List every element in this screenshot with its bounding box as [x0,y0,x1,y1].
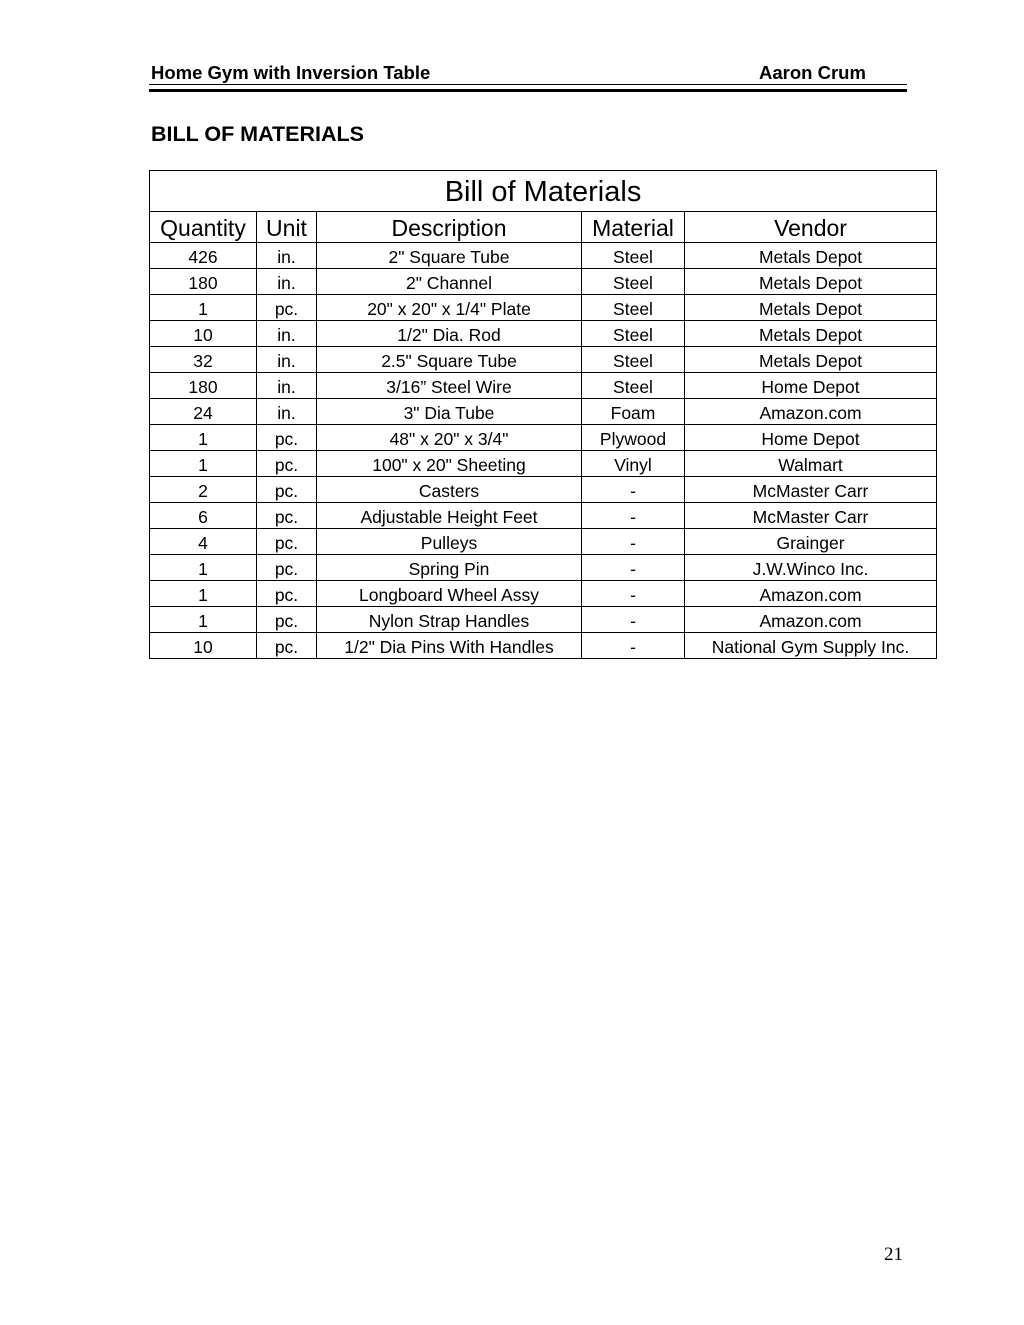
cell-quantity: 1 [150,425,257,451]
cell-material: - [582,477,685,503]
cell-quantity: 1 [150,451,257,477]
cell-quantity: 1 [150,555,257,581]
page-header [149,60,907,94]
cell-description: 20" x 20" x 1/4" Plate [317,295,582,321]
cell-material: - [582,529,685,555]
cell-quantity: 180 [150,269,257,295]
cell-vendor: Home Depot [685,425,937,451]
cell-material: Steel [582,269,685,295]
column-header-unit: Unit [257,212,317,243]
cell-quantity: 426 [150,243,257,269]
column-header-description: Description [317,212,582,243]
cell-quantity: 2 [150,477,257,503]
document-title: Home Gym with Inversion Table [151,62,431,83]
cell-unit: in. [257,399,317,425]
cell-description: Pulleys [317,529,582,555]
cell-material: Steel [582,295,685,321]
cell-unit: pc. [257,503,317,529]
cell-vendor: Metals Depot [685,321,937,347]
cell-quantity: 4 [150,529,257,555]
cell-vendor: Metals Depot [685,269,937,295]
cell-unit: in. [257,321,317,347]
cell-unit: pc. [257,633,317,659]
cell-vendor: Metals Depot [685,243,937,269]
table-row [150,347,937,373]
cell-quantity: 180 [150,373,257,399]
cell-unit: pc. [257,477,317,503]
page-number: 21 [884,1244,903,1265]
bill-of-materials-table [149,170,937,659]
column-header-material: Material [582,212,685,243]
cell-description: 2" Channel [317,269,582,295]
table-row [150,425,937,451]
cell-material: Steel [582,347,685,373]
cell-description: 3/16” Steel Wire [317,373,582,399]
table-row [150,295,937,321]
table-row [150,529,937,555]
header-rule-thin [149,84,907,85]
table-title: Bill of Materials [150,171,937,212]
table-title-row [150,171,937,212]
cell-unit: in. [257,373,317,399]
cell-vendor: Metals Depot [685,347,937,373]
cell-vendor: Home Depot [685,373,937,399]
table-row [150,607,937,633]
cell-unit: pc. [257,529,317,555]
cell-vendor: J.W.Winco Inc. [685,555,937,581]
cell-material: Steel [582,321,685,347]
table-row [150,451,937,477]
cell-quantity: 24 [150,399,257,425]
cell-description: Longboard Wheel Assy [317,581,582,607]
cell-material: - [582,607,685,633]
cell-material: - [582,581,685,607]
cell-quantity: 1 [150,581,257,607]
section-heading: BILL OF MATERIALS [151,122,364,146]
cell-vendor: Amazon.com [685,399,937,425]
table-row [150,399,937,425]
cell-unit: pc. [257,425,317,451]
cell-description: 100" x 20" Sheeting [317,451,582,477]
cell-description: Adjustable Height Feet [317,503,582,529]
cell-unit: pc. [257,581,317,607]
table-body [150,171,937,659]
table-row [150,243,937,269]
cell-unit: pc. [257,451,317,477]
table-row [150,555,937,581]
table-header-row [150,212,937,243]
cell-description: 1/2" Dia. Rod [317,321,582,347]
cell-description: 1/2" Dia Pins With Handles [317,633,582,659]
column-header-quantity: Quantity [150,212,257,243]
cell-unit: in. [257,269,317,295]
cell-vendor: National Gym Supply Inc. [685,633,937,659]
cell-description: 2.5" Square Tube [317,347,582,373]
cell-unit: in. [257,243,317,269]
table-row [150,477,937,503]
cell-vendor: Amazon.com [685,607,937,633]
table-row [150,581,937,607]
cell-quantity: 6 [150,503,257,529]
cell-unit: in. [257,347,317,373]
cell-material: - [582,555,685,581]
cell-description: Nylon Strap Handles [317,607,582,633]
cell-vendor: McMaster Carr [685,503,937,529]
cell-quantity: 1 [150,607,257,633]
cell-quantity: 10 [150,633,257,659]
cell-material: - [582,633,685,659]
cell-vendor: McMaster Carr [685,477,937,503]
cell-vendor: Walmart [685,451,937,477]
cell-description: 3" Dia Tube [317,399,582,425]
cell-unit: pc. [257,295,317,321]
table-row [150,373,937,399]
cell-vendor: Amazon.com [685,581,937,607]
cell-description: Casters [317,477,582,503]
cell-quantity: 10 [150,321,257,347]
cell-description: Spring Pin [317,555,582,581]
column-header-vendor: Vendor [685,212,937,243]
header-rule-thick [149,89,907,92]
table-row [150,633,937,659]
cell-description: 2" Square Tube [317,243,582,269]
cell-material: Plywood [582,425,685,451]
cell-description: 48" x 20" x 3/4" [317,425,582,451]
cell-unit: pc. [257,607,317,633]
cell-material: - [582,503,685,529]
cell-vendor: Metals Depot [685,295,937,321]
table-row [150,269,937,295]
cell-vendor: Grainger [685,529,937,555]
cell-quantity: 32 [150,347,257,373]
cell-material: Steel [582,243,685,269]
cell-material: Vinyl [582,451,685,477]
author-name: Aaron Crum [759,62,866,83]
cell-material: Foam [582,399,685,425]
table-row [150,503,937,529]
cell-material: Steel [582,373,685,399]
cell-quantity: 1 [150,295,257,321]
cell-unit: pc. [257,555,317,581]
table-row [150,321,937,347]
